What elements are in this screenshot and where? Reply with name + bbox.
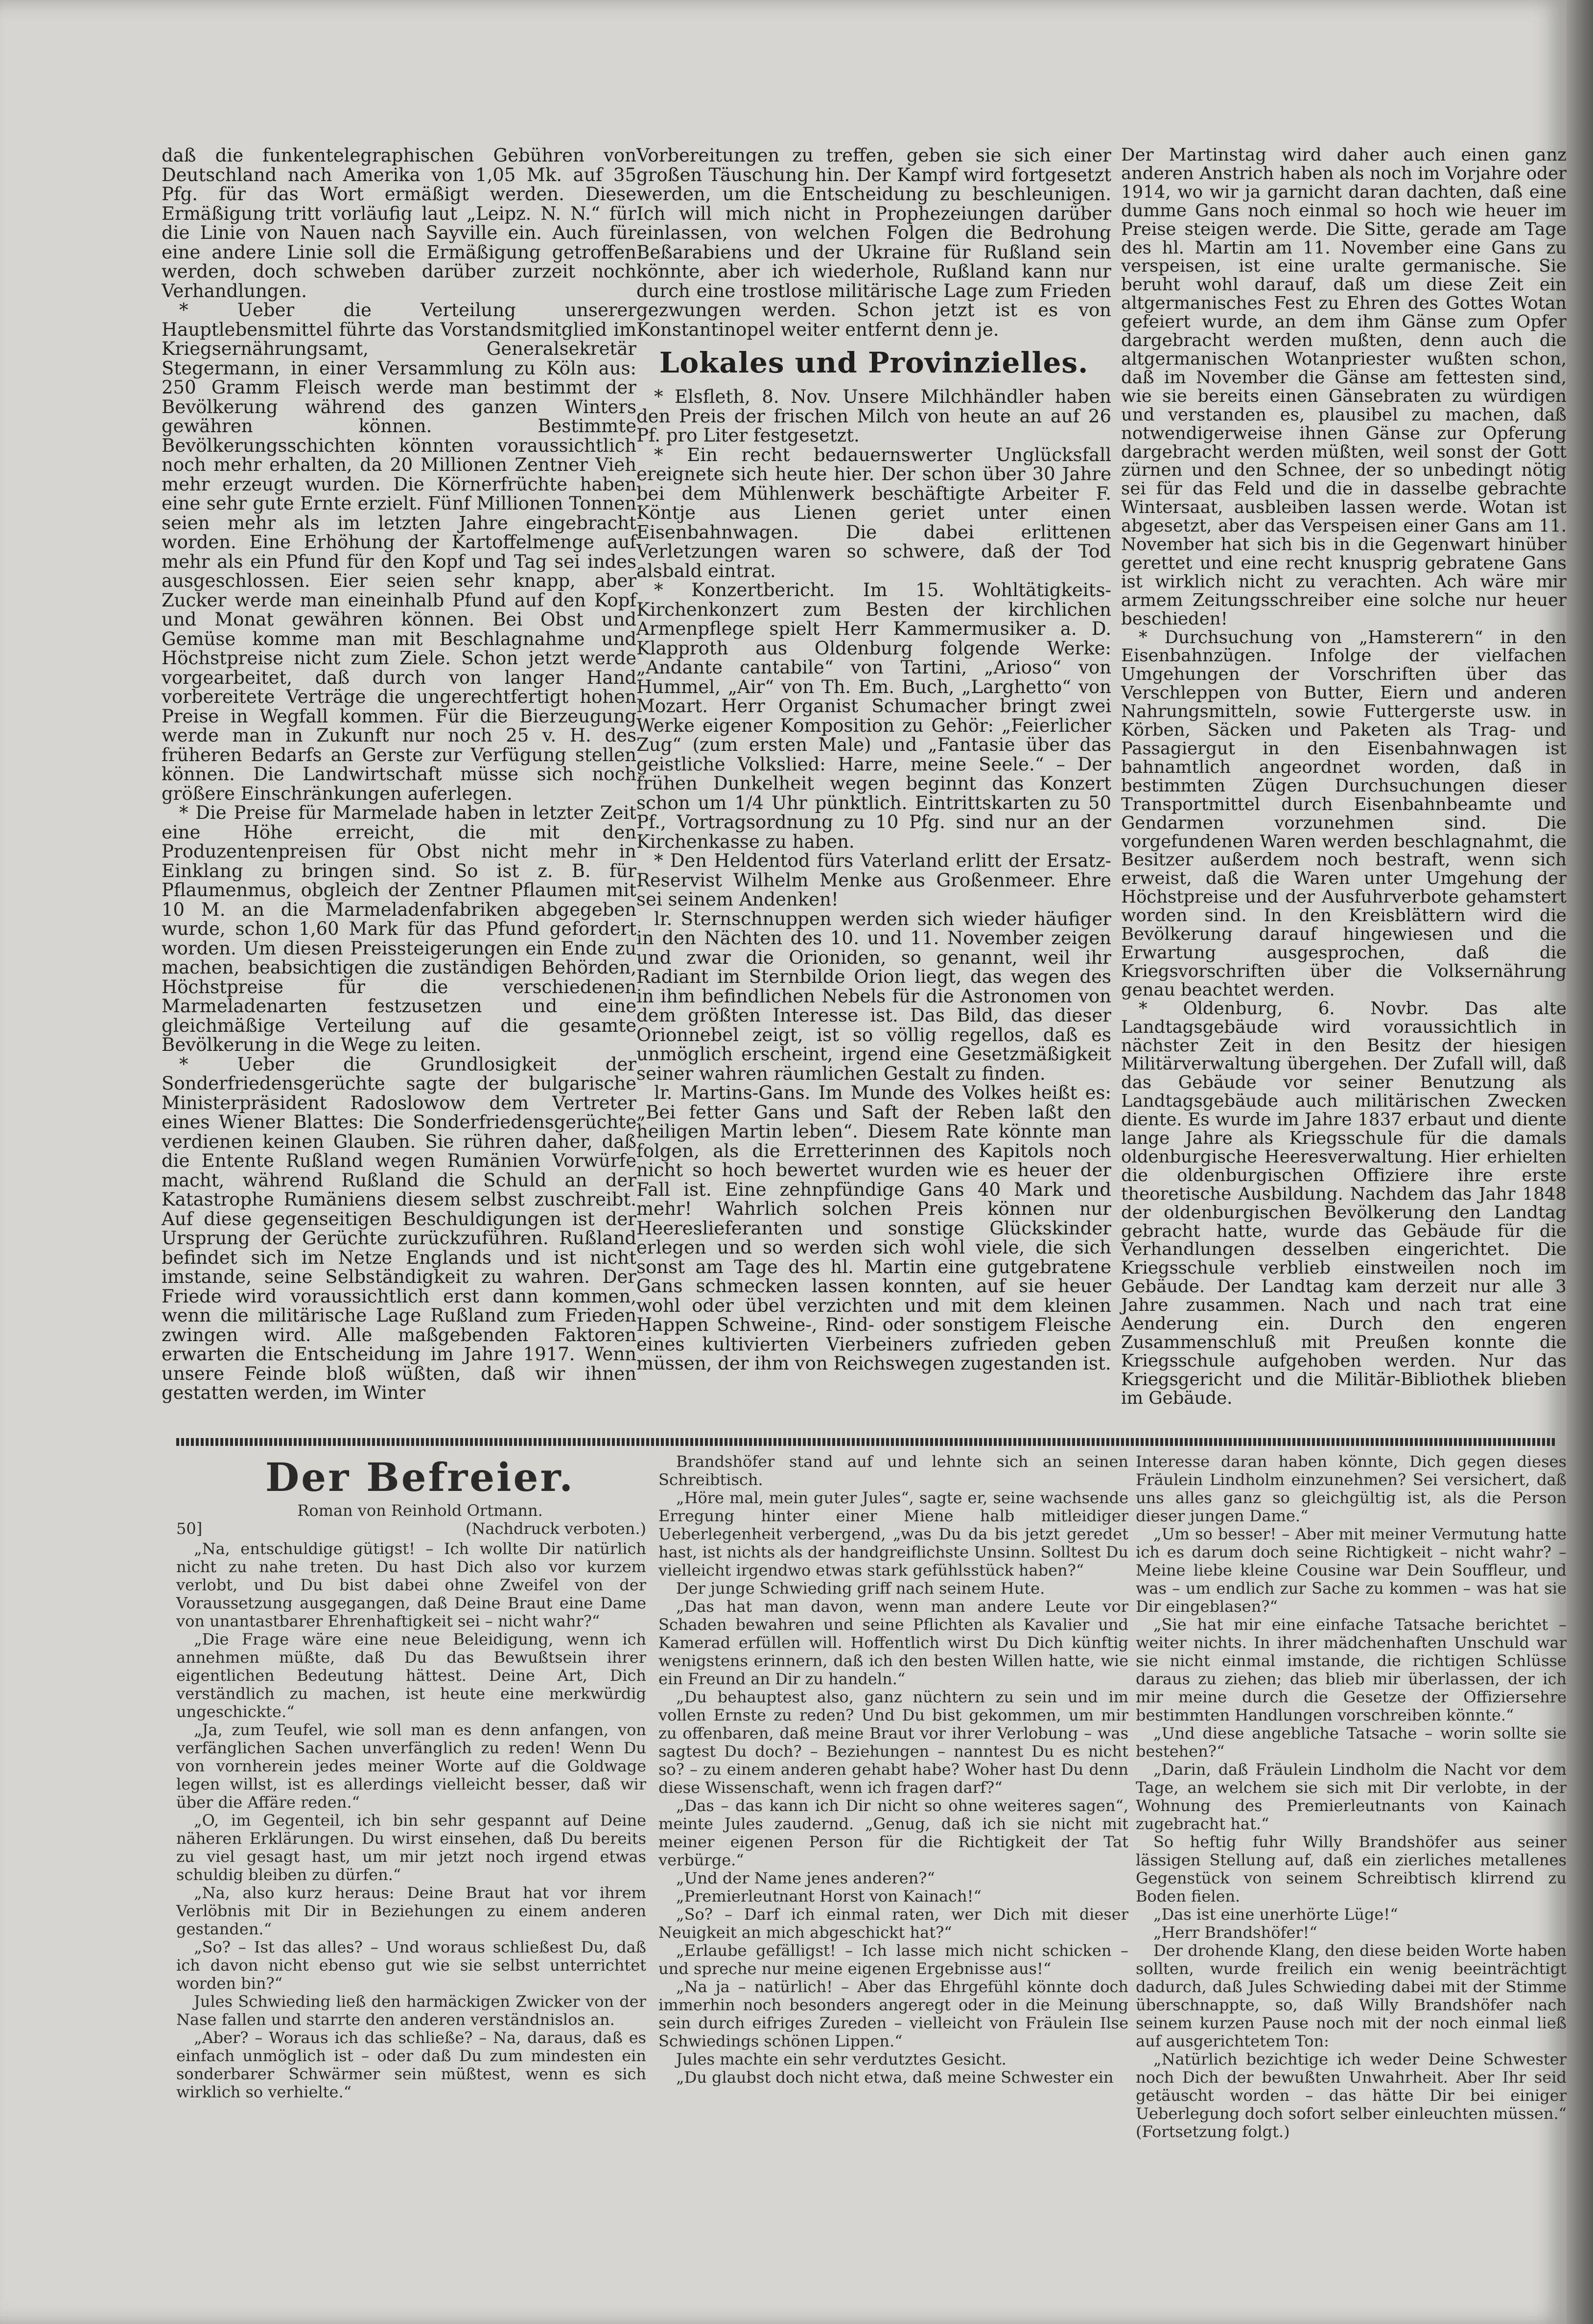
novel-paragraph: „Darin, daß Fräulein Lindholm die Nacht vor dem Tage, an welchem sie sich mit Dir verlobte, in der Wohnung des Premierleutnants von Kainach zugebracht hat.“ — [1136, 1760, 1567, 1833]
upper-column-3 — [1121, 146, 1567, 1423]
novel-paragraph: „Die Frage wäre eine neue Beleidigung, wenn ich annehmen müßte, daß Du das Bewußtsein ihrer eigentlichen Bedeutung hättest. Deine Art, Dich verständlich zu machen, ist heute eine merkwürdig ungeschickte.“ — [176, 1630, 646, 1721]
news-item: * Konzertbericht. Im 15. Wohltätigkeits-Kirchenkonzert zum Besten der kirchlichen Armenpflege spielt Herr Kammermusiker a. D. Klapproth aus Oldenburg folgende Werke: „Andante cantabile“ von Tartini, „Arioso“ von Hummel, „Air“ von Th. Em. Buch, „Larghetto“ von Mozart. Herr Organist Schumacher bringt zwei Werke eigener Komposition zu Gehör: „Feierlicher Zug“ (zum ersten Male) und „Fantasie über das geistliche Volkslied: Harre, meine Seele.“ – Der frühen Dunkelheit wegen beginnt das Konzert schon um 1/4 Uhr pünktlich. Eintrittskarten zu 50 Pf., Vortragsordnung zu 10 Pfg. sind nur an der Kirchenkasse zu haben. — [636, 580, 1111, 852]
novel-paragraph: „Aber? – Woraus ich das schließe? – Na, daraus, daß es einfach unmöglich ist – oder daß Du zum mindesten ein sonderbarer Schwärmer sein müßtest, wenn es sich wirklich so verhielte.“ — [176, 2028, 646, 2101]
novel-paragraph: „Du behauptest also, ganz nüchtern zu sein und im vollen Ernste zu reden? Und Du bist gekommen, um mir zu offenbaren, daß meine Braut vor ihrer Verlobung – was sagtest Du doch? – Beziehungen – nanntest Du es nicht so? – zu einem anderen gehabt habe? Woher hast Du denn diese Wissenschaft, wenn ich fragen darf?“ — [658, 1688, 1128, 1797]
article-paragraph: * Die Preise für Marmelade haben in letzter Zeit eine Höhe erreicht, die mit den Produzentenpreisen für Obst nicht mehr in Einklang zu bringen sind. So ist z. B. für Pflaumenmus, obgleich der Zentner Pflaumen mit 10 M. an die Marmeladenfabriken abgegeben wurde, schon 1,60 Mark für das Pfund gefordert worden. Um diesen Preissteigerungen ein Ende zu machen, beabsichtigen die zuständigen Behörden, Höchstpreise für die verschiedenen Marmeladenarten festzusetzen und eine gleichmäßige Verteilung auf die gesamte Bevölkerung in die Wege zu leiten. — [162, 802, 636, 1055]
article-paragraph: * Ueber die Grundlosigkeit der Sonderfriedensgerüchte sagte der bulgarische Ministerpräsident Radoslowow dem Vertreter eines Wiener Blattes: Die Sonderfriedensgerüchte verdienen keinen Glauben. Sie rühren daher, daß die Entente Rußland wegen Rumänien Vorwürfe macht, während Rußland die Schuld an der Katastrophe Rumäniens diesem selbst zuschreibt. Auf diese gegenseitigen Beschuldigungen ist der Ursprung der Gerüchte zurückzuführen. Rußland befindet sich im Netze Englands und ist nicht imstande, seine Selbständigkeit zu wahren. Der Friede wird voraussichtlich erst dann kommen, wenn die militärische Lage Rußland zum Frieden zwingen wird. Alle maßgebenden Faktoren erwarten die Entscheidung im Jahre 1917. Wenn unsere Feinde bloß wüßten, daß wir ihnen gestatten werden, im Winter — [162, 1053, 636, 1403]
novel-paragraph: „Das hat man davon, wenn man andere Leute vor Schaden bewahren und seine Pflichten als Kavalier und Kamerad erfüllen will. Hoffentlich wirst Du Dich künftig wenigstens erinnern, daß ich den besten Willen hatte, wie ein Freund an Dir zu handeln.“ — [658, 1597, 1128, 1688]
installment-number: 50] — [176, 1519, 203, 1538]
upper-column-1 — [162, 146, 636, 1423]
novel-paragraph: „Premierleutnant Horst von Kainach!“ — [676, 1887, 982, 1906]
novel-paragraph: „Na, also kurz heraus: Deine Braut hat vor ihrem Verlöbnis mit Dir in Beziehungen zu einem anderen gestanden.“ — [176, 1883, 646, 1938]
serial-column-2 — [658, 1453, 1128, 2187]
page-edge — [1567, 0, 1593, 2324]
news-item: * Ein recht bedauernswerter Unglücksfall ereignete sich heute hier. Der schon über 30 Jahre bei dem Mühlenwerk beschäftigte Arbeiter F. Köntje aus Lienen geriet unter einen Eisenbahnwagen. Die dabei erlittenen Verletzungen waren so schwere, daß der Tod alsbald eintrat. — [636, 444, 1111, 581]
novel-paragraph: „Sie hat mir eine einfache Tatsache berichtet – weiter nichts. In ihrer mädchenhaften Unschuld war sie nicht einmal imstande, die richtigen Schlüsse daraus zu ziehen; das blieb mir überlassen, der ich mir meine durch die Gesetze der Offiziersehre bestimmten Handlungen vorschreiben könnte.“ — [1136, 1615, 1567, 1724]
news-item: lr. Sternschnuppen werden sich wieder häufiger in den Nächten des 10. und 11. November zeigen und zwar die Orioniden, so genannt, weil ihr Radiant im Sternbilde Orion liegt, das wegen des in ihm befindlichen Nebels für die Astronomen von dem größten Interesse ist. Das Bild, das dieser Orionnebel zeigt, ist so völlig regellos, daß es unmöglich erscheint, irgend eine Gesetzmäßigkeit seiner wahren räumlichen Gestalt zu finden. — [636, 908, 1111, 1084]
serial-title: Der Befreier. — [265, 1454, 575, 1500]
novel-paragraph: „Höre mal, mein guter Jules“, sagte er, seine wachsende Erregung hinter einer Miene halb mitleidiger Ueberlegenheit verbergend, „was Du da bis jetzt geredet hast, ist nichts als der handgreiflichste Unsinn. Solltest Du vielleicht irgendwo etwas stark gefühlsstück haben?“ — [658, 1488, 1128, 1580]
novel-paragraph: So heftig fuhr Willy Brandshöfer aus seiner lässigen Stellung auf, daß ein zierliches metallenes Gegenstück von seinem Schreibtisch klirrend zu Boden fielen. — [1136, 1833, 1567, 1906]
news-item: * Elsfleth, 8. Nov. Unsere Milchhändler haben den Preis der frischen Milch von heute an auf 26 Pf. pro Liter festgesetzt. — [636, 386, 1111, 446]
novel-paragraph: Der junge Schwieding griff nach seinem Hute. — [676, 1579, 1045, 1598]
article-paragraph: daß die funkentelegraphischen Gebühren von Deutschland nach Amerika von 1,05 Mk. auf 35 Pfg. für das Wort ermäßigt werden. Diese Ermäßigung tritt vorläufig laut „Leipz. N. N.“ für die Linie von Nauen nach Sayville ein. Auch für eine andere Linie soll die Ermäßigung getroffen werden, doch schweben darüber zurzeit noch Verhandlungen. — [162, 145, 636, 302]
novel-paragraph: Jules Schwieding ließ den harmäckigen Zwicker von der Nase fallen und starrte den anderen verständnislos an. — [176, 1992, 646, 2029]
novel-paragraph: „O, im Gegenteil, ich bin sehr gespannt auf Deine näheren Erklärungen. Du wirst einsehen, daß Du bereits zu viel gesagt hast, um mir jetzt noch irgend etwas schuldig bleiben zu dürfen.“ — [176, 1811, 646, 1884]
news-item: * Den Heldentod fürs Vaterland erlitt der Ersatz-Reservist Wilhelm Menke aus Großenmeer. Ehre sei seinem Andenken! — [636, 850, 1111, 910]
novel-paragraph: „Das – das kann ich Dir nicht so ohne weiteres sagen“, meinte Jules zaudernd. „Genug, daß ich sie nicht mit meiner eigenen Person für die Richtigkeit der Tat verbürge.“ — [658, 1796, 1128, 1869]
novel-paragraph: „Herr Brandshöfer!“ — [1153, 1923, 1317, 1942]
novel-paragraph: „Ja, zum Teufel, wie soll man es denn anfangen, von verfänglichen Sachen unverfänglich zu reden! Wenn Du von vornherein jedes meiner Worte auf die Goldwage legen willst, ist es allerdings vielleicht besser, daß wir über die Affäre reden.“ — [176, 1720, 646, 1812]
novel-paragraph: „Das ist eine unerhörte Lüge!“ — [1153, 1905, 1398, 1924]
novel-paragraph: „Du glaubst doch nicht etwa, daß meine Schwester ein — [676, 2068, 1114, 2087]
novel-paragraph: „So? – Darf ich einmal raten, wer Dich mit dieser Neuigkeit an mich abgeschickt hat?“ — [658, 1905, 1128, 1942]
novel-paragraph: „Erlaube gefälligst! – Ich lasse mich nicht schicken – und spreche nur meine eigenen Ergebnisse aus!“ — [658, 1941, 1128, 1978]
novel-paragraph: Der drohende Klang, den diese beiden Worte haben sollten, wurde freilich ein wenig beeinträchtigt dadurch, daß Jules Schwieding dabei mit der Stimme überschnappte, so, daß Willy Brandshöfer nach seinem kurzen Pause noch mit der noch einmal ließ auf ausgerichtetem Ton: — [1136, 1941, 1567, 2050]
novel-paragraph: „Na, entschuldige gütigst! – Ich wollte Dir natürlich nicht zu nahe treten. Du hast Dich also vor kurzem verlobt, und Du bist dabei ohne Zweifel von der Voraussetzung ausgegangen, daß Deine Braut eine Dame von unantastbarer Ehrenhaftigkeit sei – nicht wahr?“ — [176, 1539, 646, 1630]
section-heading-local-news: Lokales und Provinzielles. — [659, 346, 1089, 379]
news-item: lr. Martins-Gans. Im Munde des Volkes heißt es: „Bei fetter Gans und Saft der Reben laßt den heiligen Martin leben“. Diesem Rate könnte man folgen, als die Erretterinnen des Kapitols noch nicht so hoch bewertet wurden wie es heuer der Fall ist. Eine zehnpfündige Gans 40 Mark und mehr! Wahrlich solchen Preis können nur Heereslieferanten und sonstige Glückskinder erlegen und so werden sich wohl viele, die sich sonst am Tage des hl. Martin eine gutgebratene Gans schmecken lassen konnten, auf sie heuer wohl oder übel verzichten und mit dem kleinen Happen Schweine-, Rind- oder sonstigem Fleische eines kultivierten Vierbeiners zufrieden geben müssen, der ihm von Reichswegen zugestanden ist. — [636, 1082, 1111, 1374]
article-paragraph: * Ueber die Verteilung unserer Hauptlebensmittel führte das Vorstandsmitglied im Kriegsernährungsamt, Generalsekretär Stegermann, in einer Versammlung zu Köln aus: 250 Gramm Fleisch werde man bestimmt der Bevölkerung während des ganzen Winters gewähren können. Bestimmte Bevölkerungsschichten könnten voraussichtlich noch mehr erhalten, da 20 Millionen Zentner Vieh mehr erzeugt wurden. Die Körnerfrüchte haben eine sehr gute Ernte erzielt. Fünf Millionen Tonnen seien mehr als im letzten Jahre eingebracht worden. Eine Erhöhung der Kartoffelmenge auf mehr als ein Pfund für den Kopf und Tag sei indes ausgeschlossen. Eier seien sehr knapp, aber Zucker werde man eineinhalb Pfund auf den Kopf und Monat gewähren können. Bei Obst und Gemüse komme man mit Beschlagnahme und Höchstpreise nicht zum Ziele. Schon jetzt werde vorgearbeitet, daß durch von langer Hand vorbereitete Verträge die ungerechtfertigt hohen Preise in Wegfall kommen. Für die Bierzeugung werde man in Zukunft nur noch 25 v. H. des früheren Bedarfs an Gerste zur Verfügung stellen können. Die Landwirtschaft müsse sich noch größere Einschränkungen auferlegen. — [162, 300, 636, 804]
novel-paragraph: Jules machte ein sehr verdutztes Gesicht. — [676, 2050, 1007, 2068]
novel-paragraph: Brandshöfer stand auf und lehnte sich an seinen Schreibtisch. — [658, 1452, 1128, 1489]
news-item: * Oldenburg, 6. Novbr. Das alte Landtagsgebäude wird voraussichtlich in nächster Zeit in den Besitz der hiesigen Militärverwaltung übergehen. Der Zufall will, daß das Gebäude vor seiner Benutzung als Landtagsgebäude auch militärischen Zwecken diente. Es wurde im Jahre 1837 erbaut und diente lange Jahre als Kriegsschule für die damals oldenburgische Heeresverwaltung. Hier erhielten die oldenburgischen Offiziere ihre erste theoretische Ausbildung. Nachdem das Jahr 1848 der oldenburgischen Bevölkerung den Landtag gebracht hatte, wurde das Gebäude für die Verhandlungen desselben eingerichtet. Die Kriegsschule verblieb einstweilen noch im Gebäude. Der Landtag kam derzeit nur alle 3 Jahre zusammen. Nach und nach trat eine Aenderung ein. Durch den engeren Zusammenschluß mit Preußen konnte die Kriegsschule aufgehoben werden. Nur das Kriegsgericht und die Militär-Bibliothek blieben im Gebäude. — [1121, 998, 1567, 1408]
novel-paragraph: „So? – Ist das alles? – Und woraus schließest Du, daß ich davon nicht ebenso gut wie sie selbst unterrichtet worden bin?“ — [176, 1938, 646, 1993]
news-item: * Durchsuchung von „Hamsterern“ in den Eisenbahnzügen. Infolge der vielfachen Umgehungen der Vorschriften über das Verschleppen von Butter, Eiern und anderen Nahrungsmitteln, sowie Futtergerste usw. in Körben, Säcken und Paketen als Trag- und Passagiergut in den Eisenbahnwagen ist bahnamtlich angeordnet worden, daß in bestimmten Zügen Durchsuchungen dieser Transportmittel durch Eisenbahnbeamte und Gendarmen vorzunehmen sind. Die vorgefundenen Waren werden beschlagnahmt, die Besitzer außerdem noch bestraft, wenn sich erweist, daß die Waren unter Umgehung der Höchstpreise und der Ausfuhrverbote gehamstert worden sind. In den Kreisblättern wird die Bevölkerung darauf hingewiesen und die Erwartung ausgesprochen, daß die Kriegsvorschriften über die Volksernährung genau beachtet werden. — [1121, 627, 1567, 1000]
article-paragraph: Vorbereitungen zu treffen, geben sie sich einer großen Täuschung hin. Der Kampf wird fortgesetzt werden, um die Entscheidung zu beschleunigen. Ich will mich nicht in Prophezeiungen darüber einlassen, von welchen Folgen die Bedrohung Beßarabiens und der Ukraine für Rußland sein könnte, aber ich wiederhole, Rußland kann nur durch eine trostlose militärische Lage zum Frieden gezwungen werden. Schon jetzt ist es von Konstantinopel weiter entfernt denn je. — [636, 145, 1111, 340]
serial-column-1 — [176, 1453, 646, 2187]
novel-paragraph: „Und der Name jenes anderen?“ — [676, 1869, 935, 1887]
news-item: Der Martinstag wird daher auch einen ganz anderen Anstrich haben als noch im Vorjahre oder 1914, wo wir ja garnicht daran dachten, daß eine dumme Gans noch einmal so hoch wie heuer im Preise steigen werde. Die Sitte, gerade am Tage des hl. Martin am 11. November eine Gans zu verspeisen, ist eine uralte germanische. Sie beruht wohl darauf, daß um diese Zeit ein altgermanisches Fest zu Ehren des Gottes Wotan gefeiert wurde, an dem ihm Gänse zum Opfer dargebracht werden mußten, denn auch die altgermanischen Wotanpriester wußten schon, daß im November die Gänse am fettesten sind, wie sie bereits einen Gänsebraten zu würdigen und verstanden es, plausibel zu machen, daß notwendigerweise ihnen Gänse zur Opferung dargebracht werden müßten, weil sonst der Gott zürnen und den Schnee, der so unbedingt nötig sei für das Feld und die in dasselbe gebrachte Wintersaat, ausbleiben lassen werde. Wotan ist abgesetzt, aber das Verspeisen einer Gans am 11. November hat sich bis in die Gegenwart hinüber gerettet und eine recht knusprig gebratene Gans ist wirklich nicht zu verachten. Ach wäre mir armem Zeitungsschreiber eine solche nur heuer beschieden! — [1121, 145, 1567, 629]
novel-paragraph: Interesse daran haben könnte, Dich gegen dieses Fräulein Lindholm einzunehmen? Sei versichert, daß uns alles ganz so gleichgültig ist, als die Person dieser jungen Dame.“ — [1136, 1452, 1567, 1525]
novel-paragraph: „Na ja – natürlich! – Aber das Ehrgefühl könnte doch immerhin noch besonders angeregt oder in die Meinung sein durch eifriges Zureden – vielleicht von Fräulein Ilse Schwiedings schönen Lippen.“ — [658, 1977, 1128, 2050]
upper-column-2 — [636, 146, 1111, 1423]
section-divider — [176, 1438, 1557, 1446]
reprint-notice: (Nachdruck verboten.) — [465, 1519, 646, 1538]
serial-subtitle: Roman von Reinhold Ortmann. — [297, 1501, 543, 1520]
serial-column-3 — [1136, 1453, 1567, 2187]
novel-paragraph: „Natürlich bezichtige ich weder Deine Schwester noch Dich der bewußten Unwahrheit. Aber Ihr seid getäuscht worden – das hätte Dir bei einiger Ueberlegung doch sofort selber einleuchten müssen.“ (Fortsetzung folgt.) — [1136, 2050, 1567, 2141]
novel-paragraph: „Um so besser! – Aber mit meiner Vermutung hatte ich es darum doch seine Richtigkeit – nicht wahr? – Meine liebe kleine Cousine war Dein Souffleur, und was – um endlich zur Sache zu kommen – was hat sie Dir eingeblasen?“ — [1136, 1525, 1567, 1616]
novel-paragraph: „Und diese angebliche Tatsache – worin sollte sie bestehen?“ — [1136, 1724, 1567, 1761]
